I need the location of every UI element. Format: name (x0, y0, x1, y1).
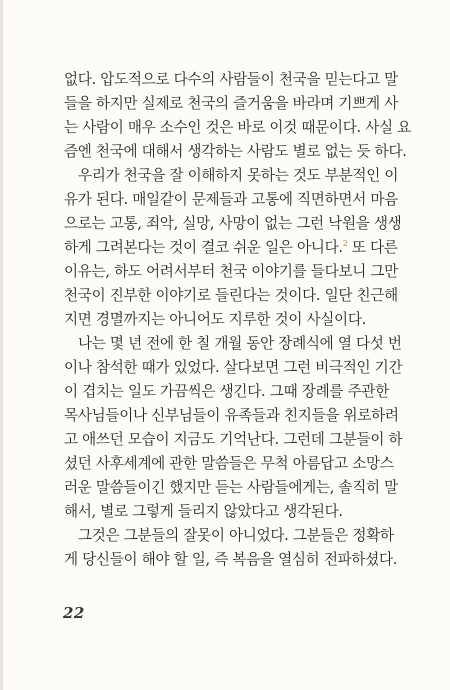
text-line: 없다. 압도적으로 다수의 사람들이 천국을 믿는다고 말 (64, 71, 398, 88)
page-edge-shadow (0, 0, 3, 690)
text-line: 러운 말씀들이긴 했지만 듣는 사람들에게는, 솔직히 말 (64, 479, 398, 496)
text-line: 셨던 사후세계에 관한 말씀들은 무척 아름답고 소망스 (64, 455, 394, 472)
text-line: 우리가 천국을 잘 이해하지 못하는 것도 부분적인 이 (78, 167, 399, 184)
text-line: 게 당신들이 해야 할 일, 즉 복음을 열심히 전파하셨다. (64, 551, 398, 568)
text-line-with-footnote (64, 236, 398, 260)
text-line: 지면 경멸까지는 아니어도 지루한 것이 사실이다. (64, 311, 366, 328)
text-line: 이나 참석한 때가 있었다. 살다보면 그런 비극적인 기간 (64, 359, 403, 376)
text-line: 천국이 진부한 이야기로 들린다는 것이다. 일단 친근해 (64, 287, 398, 304)
text-line: 고 애쓰던 모습이 지금도 기억난다. 그런데 그분들이 하 (64, 431, 403, 448)
book-page-body (64, 68, 411, 572)
text-segment: 또 다른 (347, 239, 398, 256)
text-line: 해서, 별로 그렇게 들리지 않았다고 생각된다. (64, 503, 343, 520)
text-line: 들을 하지만 실제로 천국의 즐거움을 바라며 기쁘게 사 (64, 95, 398, 112)
paragraph-4 (64, 524, 398, 572)
text-line: 이 겹치는 일도 가끔씩은 생긴다. 그때 장례를 주관한 (64, 383, 389, 400)
page-number: 22 (63, 604, 85, 622)
text-line: 그것은 그분들의 잘못이 아니었다. 그분들은 정확하 (78, 527, 394, 544)
paragraph-3 (64, 332, 403, 524)
paragraph-2 (64, 164, 402, 332)
text-line: 목사님들이나 신부님들이 유족들과 친지들을 위로하려 (64, 407, 399, 424)
text-line: 유가 된다. 매일같이 문제들과 고통에 직면하면서 마음 (64, 191, 398, 208)
paragraph-1 (64, 68, 411, 164)
footnote-marker[interactable]: 2 (342, 239, 348, 249)
text-line: 나는 몇 년 전에 한 칠 개월 동안 장례식에 열 다섯 번 (78, 335, 402, 352)
text-segment: 하게 그려본다는 것이 결코 쉬운 일은 아니다. (64, 239, 343, 256)
text-line: 으로는 고통, 죄악, 실망, 사망이 없는 그런 낙원을 생생 (64, 215, 402, 232)
text-line: 즘엔 천국에 대해서 생각하는 사람도 별로 없는 듯 하다. (64, 143, 407, 160)
text-line: 는 사람이 매우 소수인 것은 바로 이것 때문이다. 사실 요 (64, 119, 411, 136)
text-line: 이유는, 하도 어려서부터 천국 이야기를 들다보니 그만 (64, 263, 398, 280)
